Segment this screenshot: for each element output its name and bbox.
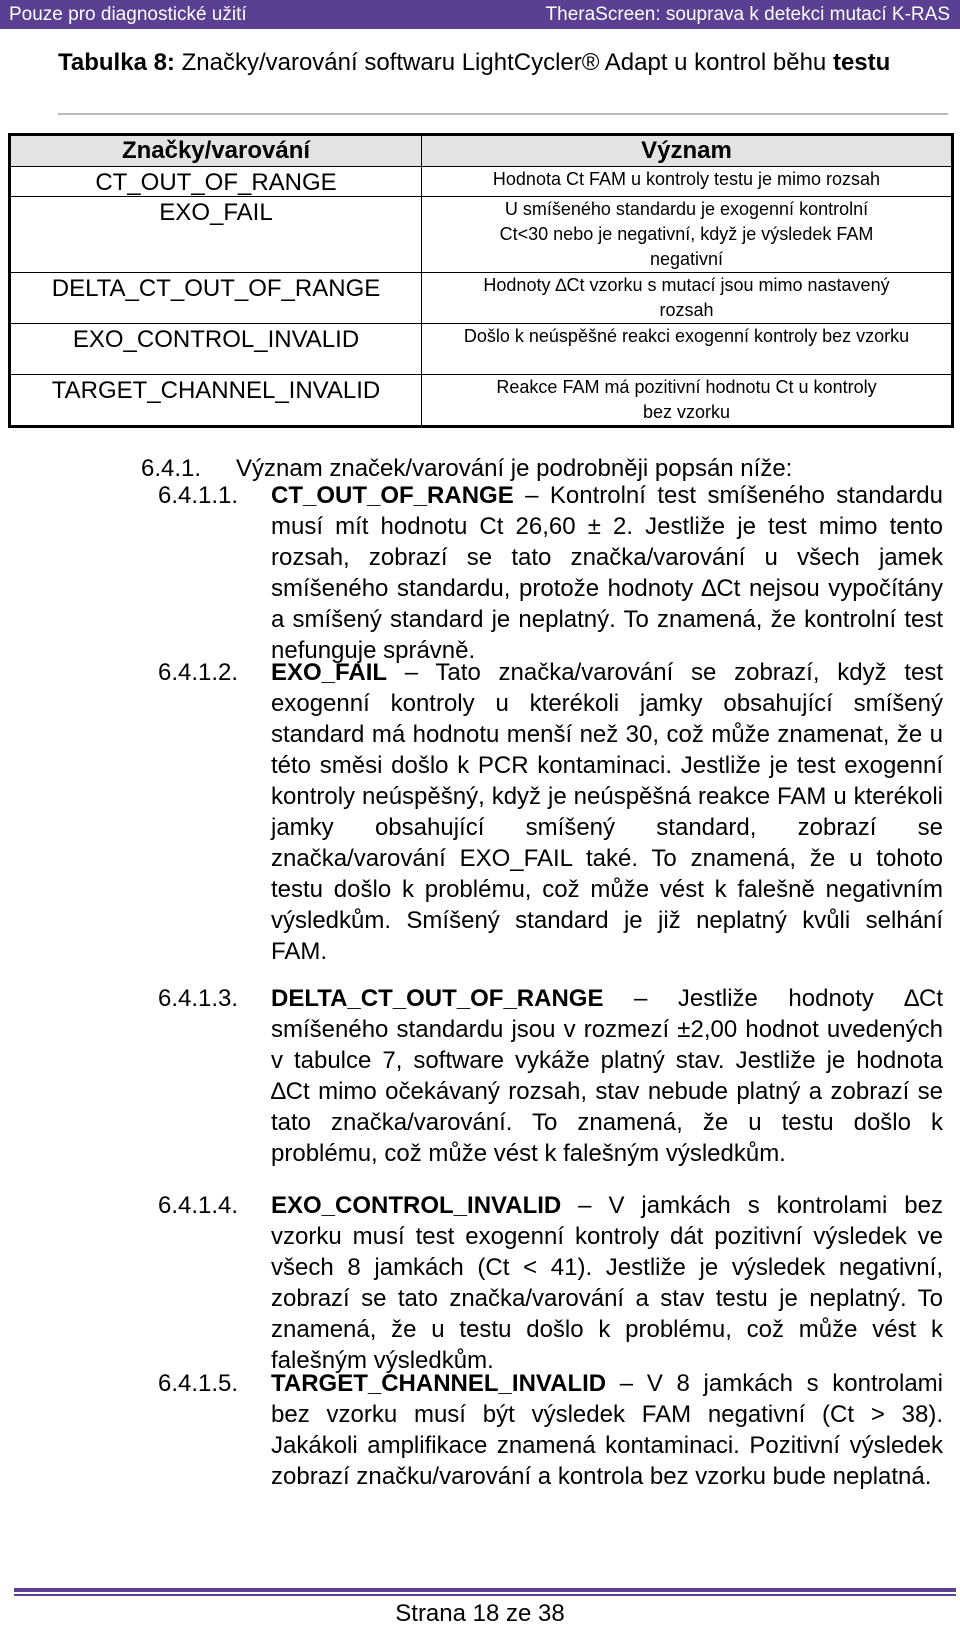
meaning-cell: Došlo k neúspěšné reakci exogenní kontroly bez vzorku: [422, 324, 953, 375]
item-term: CT_OUT_OF_RANGE: [271, 482, 514, 509]
meaning-cell: Hodnoty ∆Ct vzorku s mutací jsou mimo nastavený rozsah: [422, 273, 953, 324]
list-item: [158, 657, 943, 967]
flag-cell: EXO_FAIL: [10, 197, 422, 273]
item-number: 6.4.1.2.: [158, 659, 239, 686]
item-term: DELTA_CT_OUT_OF_RANGE: [271, 985, 604, 1012]
item-text: – Kontrolní test smíšeného standardu musí mít hodnotu Ct 26,60 ± 2. Jestliže je test mimo tento rozsah, zobrazí se tato značka/varování u všech jamek smíšeného standardu, protože hodnoty ∆Ct nejsou vypočítány a smíšený standard je neplatný. To znamená, že kontrolní test nefunguje správně.: [271, 482, 943, 664]
table-row: [10, 167, 953, 197]
caption-label: Tabulka 8:: [58, 49, 175, 76]
caption-bold-tail: testu: [832, 49, 891, 76]
running-header: [0, 0, 960, 29]
item-term: EXO_FAIL: [271, 659, 388, 686]
section-number: 6.4.1.: [141, 455, 202, 482]
item-number: 6.4.1.5.: [158, 1370, 239, 1397]
list-item: [158, 1190, 943, 1376]
list-item: [158, 480, 943, 666]
footer-rule-thin: [14, 1594, 956, 1596]
table-row: [10, 197, 953, 273]
flags-table: [8, 133, 954, 428]
item-text: – Tato značka/varování se zobrazí, když test exogenní kontroly u kterékoli jamky obsahující smíšený standard má hodnotu menší než 30, což může znamenat, že u této směsi došlo k PCR kontaminaci. Jestliže je test exogenní kontroly neúspěšný, když je neúspěšná reakce FAM u kterékoli jamky obsahující smíšený standard, zobrazí se značka/varování EXO_FAIL také. To znamená, že u tohoto testu došlo k problému, což může vést k falešně negativním výsledkům. Smíšený standard je již neplatný kvůli selhání FAM.: [271, 659, 943, 965]
item-text: – V jamkách s kontrolami bez vzorku musí test exogenní kontroly dát pozitivní výsledek ve všech 8 jamkách (Ct < 41). Jestliže je výsledek negativní, zobrazí se tato značka/varování a stav testu je neplatný. To znamená, že u testu došlo k problému, což může vést k falešným výsledkům.: [271, 1192, 943, 1374]
list-item: [158, 983, 943, 1169]
table-header-row: [10, 135, 953, 167]
table-row: [10, 375, 953, 427]
header-right-text: TheraScreen: souprava k detekci mutací K-RAS: [545, 3, 950, 25]
caption-divider: [58, 113, 948, 115]
item-term: TARGET_CHANNEL_INVALID: [271, 1370, 607, 1397]
item-text: – V 8 jamkách s kontrolami bez vzorku musí být výsledek FAM negativní (Ct > 38). Jakákoli amplifikace znamená kontaminaci. Pozitivní výsledek zobrazí značku/varování a kontrola bez vzorku bude neplatná.: [271, 1370, 943, 1490]
header-left-text: Pouze pro diagnostické užití: [9, 3, 247, 25]
table-caption: [58, 47, 908, 79]
section-heading: [141, 455, 792, 483]
flag-cell: EXO_CONTROL_INVALID: [10, 324, 422, 375]
list-item: [158, 1368, 943, 1492]
footer-rule: [14, 1588, 956, 1592]
item-term: EXO_CONTROL_INVALID: [271, 1192, 562, 1219]
item-number: 6.4.1.1.: [158, 482, 239, 509]
meaning-cell: U smíšeného standardu je exogenní kontrolní Ct<30 nebo je negativní, když je výsledek FAM negativní: [422, 197, 953, 273]
meaning-cell: Reakce FAM má pozitivní hodnotu Ct u kontroly bez vzorku: [422, 375, 953, 427]
flag-cell: CT_OUT_OF_RANGE: [10, 167, 422, 197]
caption-text: Značky/varování softwaru LightCycler® Adapt u kontrol běhu: [174, 49, 833, 76]
meaning-cell: Hodnota Ct FAM u kontroly testu je mimo rozsah: [422, 167, 953, 197]
header-meaning: Význam: [422, 135, 953, 167]
table-row: [10, 273, 953, 324]
item-text: – Jestliže hodnoty ∆Ct smíšeného standardu jsou v rozmezí ±2,00 hodnot uvedených v tabulce 7, software vykáže platný stav. Jestliže je hodnota ∆Ct mimo očekávaný rozsah, stav nebude platný a zobrazí se tato značka/varování. To znamená, že u testu došlo k problému, což může vést k falešným výsledkům.: [271, 985, 943, 1167]
section-title: Význam značek/varování je podrobněji popsán níže:: [236, 455, 793, 482]
item-number: 6.4.1.4.: [158, 1192, 239, 1219]
page-number: Strana 18 ze 38: [395, 1600, 565, 1627]
flag-cell: DELTA_CT_OUT_OF_RANGE: [10, 273, 422, 324]
header-flags: Značky/varování: [10, 135, 422, 167]
table-row: [10, 324, 953, 375]
item-number: 6.4.1.3.: [158, 985, 239, 1012]
flag-cell: TARGET_CHANNEL_INVALID: [10, 375, 422, 427]
